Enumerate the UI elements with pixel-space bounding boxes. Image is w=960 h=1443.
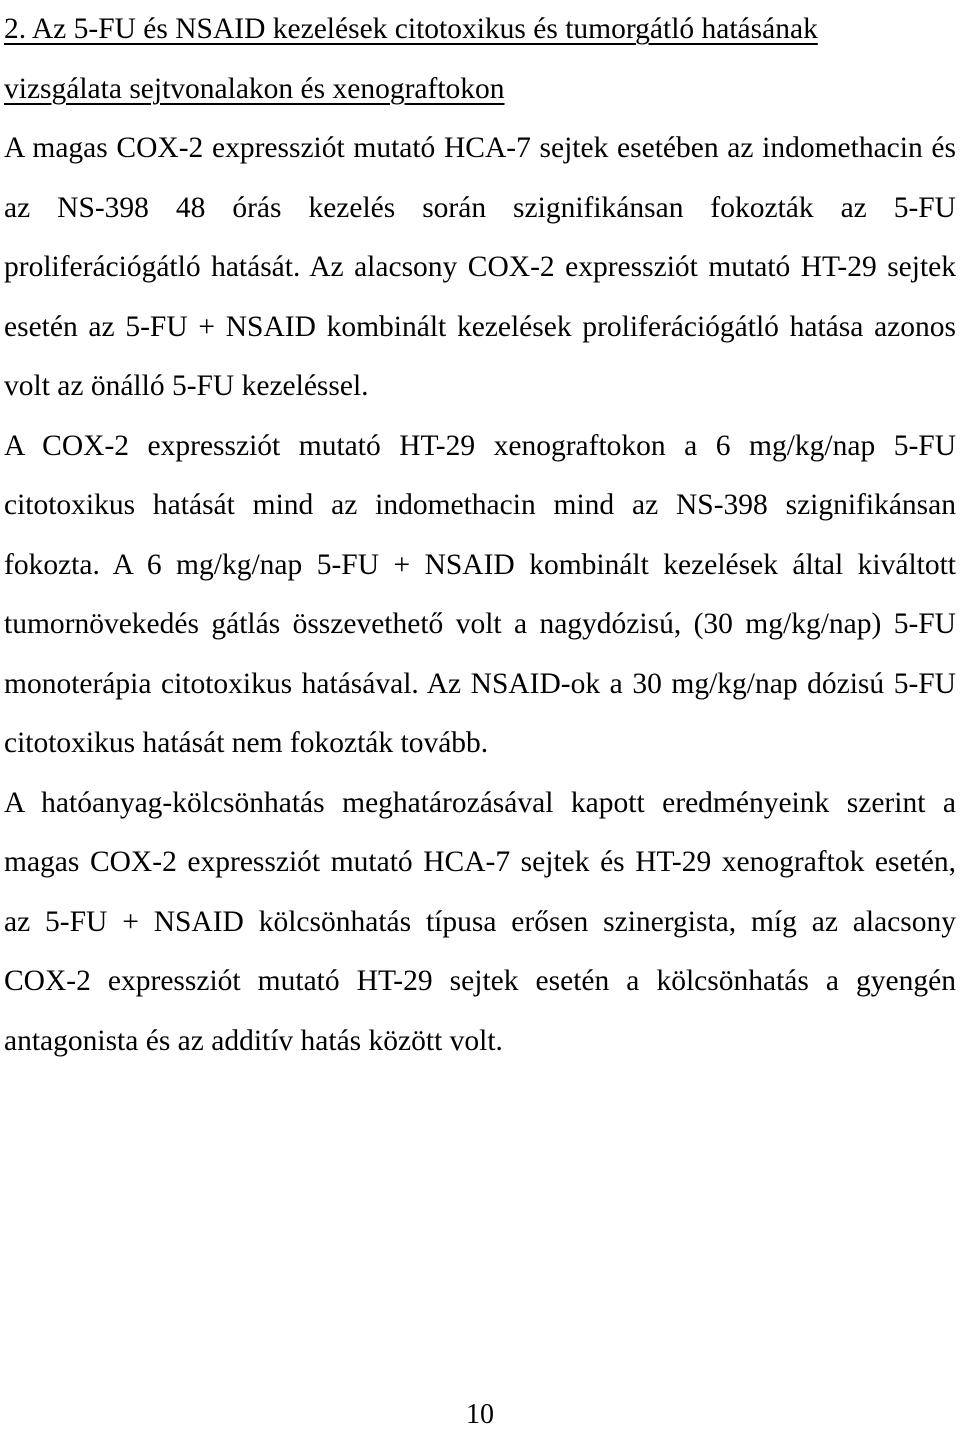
section-heading [4, 0, 956, 119]
section-heading-line-2: vizsgálata sejtvonalakon és xenograftokon [4, 72, 505, 105]
page-number: 10 [466, 1399, 494, 1430]
paragraph-interaction-results: A hatóanyag-kölcsönhatás meghatározásával kapott eredményeink szerint a magas COX-2 expressziót mutató HCA-7 sejtek és HT-29 xenograftok esetén, az 5-FU + NSAID kölcsönhatás típusa erősen szinergista, míg az alacsony COX-2 expressziót mutató HT-29 sejtek esetén a kölcsönhatás a gyengén antagonista és az additív hatás között volt. [4, 786, 956, 1057]
document-page [4, 0, 956, 1071]
paragraph-cell-line-results: A magas COX-2 expressziót mutató HCA-7 sejtek esetében az indomethacin és az NS-398 48 órás kezelés során szignifikánsan fokozták az 5-FU proliferációgátló hatását. Az alacsony COX-2 expressziót mutató HT-29 sejtek esetén az 5-FU + NSAID kombinált kezelések proliferációgátló hatása azonos volt az önálló 5-FU kezeléssel. [4, 132, 956, 402]
paragraph-xenograft-results: A COX-2 expressziót mutató HT-29 xenograftokon a 6 mg/kg/nap 5-FU citotoxikus hatását mind az indomethacin mind az NS-398 szignifikánsan fokozta. A 6 mg/kg/nap 5-FU + NSAID kombinált kezelések által kiváltott tumornövekedés gátlás összevethető volt a nagydózisú, (30 mg/kg/nap) 5-FU monoterápia citotoxikus hatásával. Az NSAID-ok a 30 mg/kg/nap dózisú 5-FU citotoxikus hatását nem fokozták tovább. [4, 429, 956, 759]
section-heading-line-1: 2. Az 5-FU és NSAID kezelések citotoxikus és tumorgátló hatásának [4, 13, 818, 45]
